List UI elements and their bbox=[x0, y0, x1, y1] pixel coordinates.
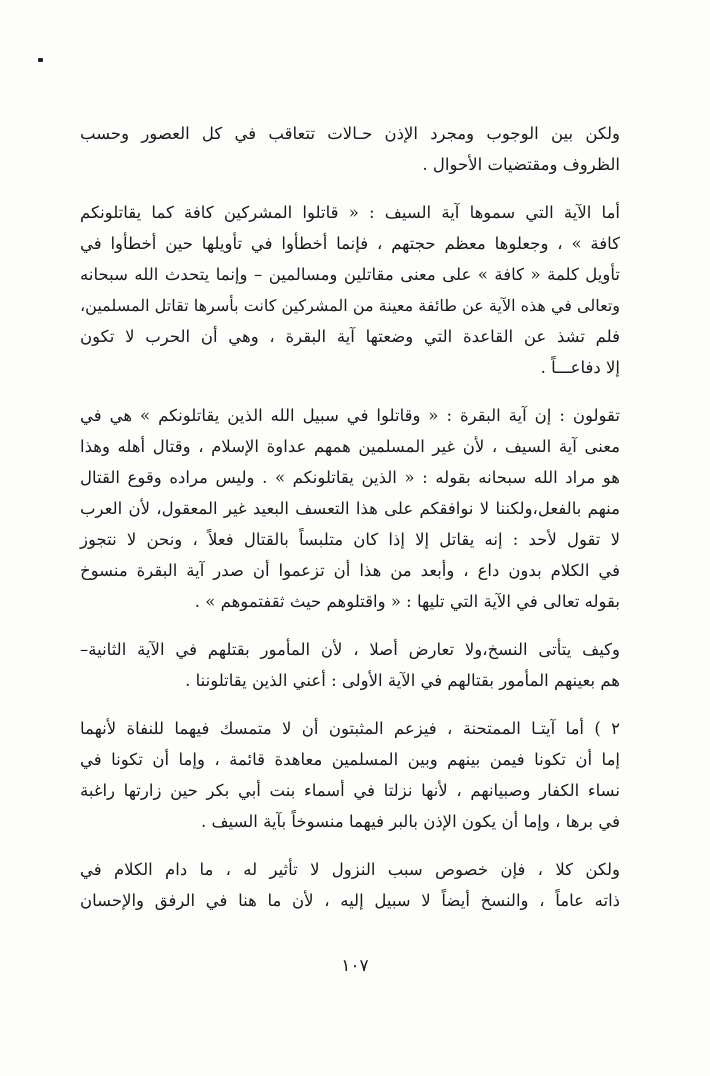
ink-mark bbox=[38, 58, 43, 62]
text-line: أما الآية التي سموها آية السيف : « قاتلوا المشركين كافة كما يقاتلونكم bbox=[80, 203, 620, 222]
paragraph bbox=[80, 634, 620, 696]
text-line: بقوله تعالى في الآية التي تليها : « واقتلوهم حيث ثقفتموهم » . bbox=[194, 592, 620, 611]
text-line: نساء الكفار وصبيانهم ، لأنها نزلتا في أسماء بنت أبي بكر حين زارتها راغبة bbox=[80, 781, 620, 800]
text-line: ولكن كلا ، فإن خصوص سبب النزول لا تأثير له ، ما دام الكلام في bbox=[80, 860, 620, 879]
text-line: منهم بالفعل،ولكننا لا نوافقكم على هذا التعسف البعيد غير المعقول، لأن العرب bbox=[80, 499, 620, 518]
text-line: تأويل كلمة « كافة » على معنى مقاتلين ومسالمين – وإنما يتحدث الله سبحانه bbox=[80, 265, 620, 284]
text-line: لا تقول لأحد : إنه يقاتل إلا إذا كان متلبساً بالقتال فعلاً ، ونحن لا نتجوز bbox=[80, 530, 620, 549]
text-line: معنى آية السيف ، لأن غير المسلمين همهم عداوة الإسلام ، وقتال أهله وهذا bbox=[80, 437, 620, 456]
page-body bbox=[80, 118, 620, 916]
paragraph bbox=[80, 400, 620, 617]
text-line: كافة » ، وجعلوها معظم حجتهم ، فإنما أخطأوا في تأويلها حين أخطأوا في bbox=[80, 234, 620, 253]
text-line: إما أن تكونا فيمن بينهم وبين المسلمين معاهدة قائمة ، وإما أن تكونا في bbox=[80, 750, 620, 769]
paragraph bbox=[80, 197, 620, 383]
text-line: فلم تشذ عن القاعدة التي وضعتها آية البقرة ، وهي أن الحرب لا تكون bbox=[80, 327, 620, 346]
text-line: وكيف يتأتى النسخ،ولا تعارض أصلا ، لأن المأمور بقتلهم في الآية الثانية– bbox=[80, 640, 620, 659]
text-line: ذاته عاماً ، والنسخ أيضاً لا سبيل إليه ، لأن ما هنا في الرفق والإحسان bbox=[80, 891, 620, 910]
text-line: تقولون : إن آية البقرة : « وقاتلوا في سبيل الله الذين يقاتلونكم » هي في bbox=[80, 406, 620, 425]
text-line: ولكن بين الوجوب ومجرد الإذن حـالات تتعاقب في كل العصور وحسب bbox=[80, 124, 620, 143]
text-line: إلا دفاعـــاً . bbox=[540, 358, 620, 377]
paragraph bbox=[80, 713, 620, 837]
paragraph bbox=[80, 118, 620, 180]
text-line: في برها ، وإما أن يكون الإذن بالبر فيهما منسوخاً بآية السيف . bbox=[200, 812, 620, 831]
text-line: الظروف ومقتضيات الأحوال . bbox=[422, 155, 620, 174]
text-line: وتعالى في هذه الآية عن طائفة معينة من المشركين كانت بأسرها تقاتل المسلمين، bbox=[80, 296, 620, 315]
paragraph bbox=[80, 854, 620, 916]
page-number: ١٠٧ bbox=[341, 956, 369, 976]
text-line: هم بعينهم المأمور بقتالهم في الآية الأولى : أعني الذين يقاتلوننا . bbox=[185, 671, 620, 690]
text-line: هو مراد الله سبحانه بقوله : « الذين يقاتلونكم » . وليس مراده وقوع القتال bbox=[80, 468, 620, 487]
text-line: ٢ ) أما آيتـا الممتحنة ، فيزعم المثبتون أن لا متمسك فيهما للنفاة لأنهما bbox=[80, 719, 620, 738]
text-line: في الكلام بدون داع ، وأبعد من هذا أن تزعموا أن صدر آية البقرة منسوخ bbox=[80, 561, 620, 580]
